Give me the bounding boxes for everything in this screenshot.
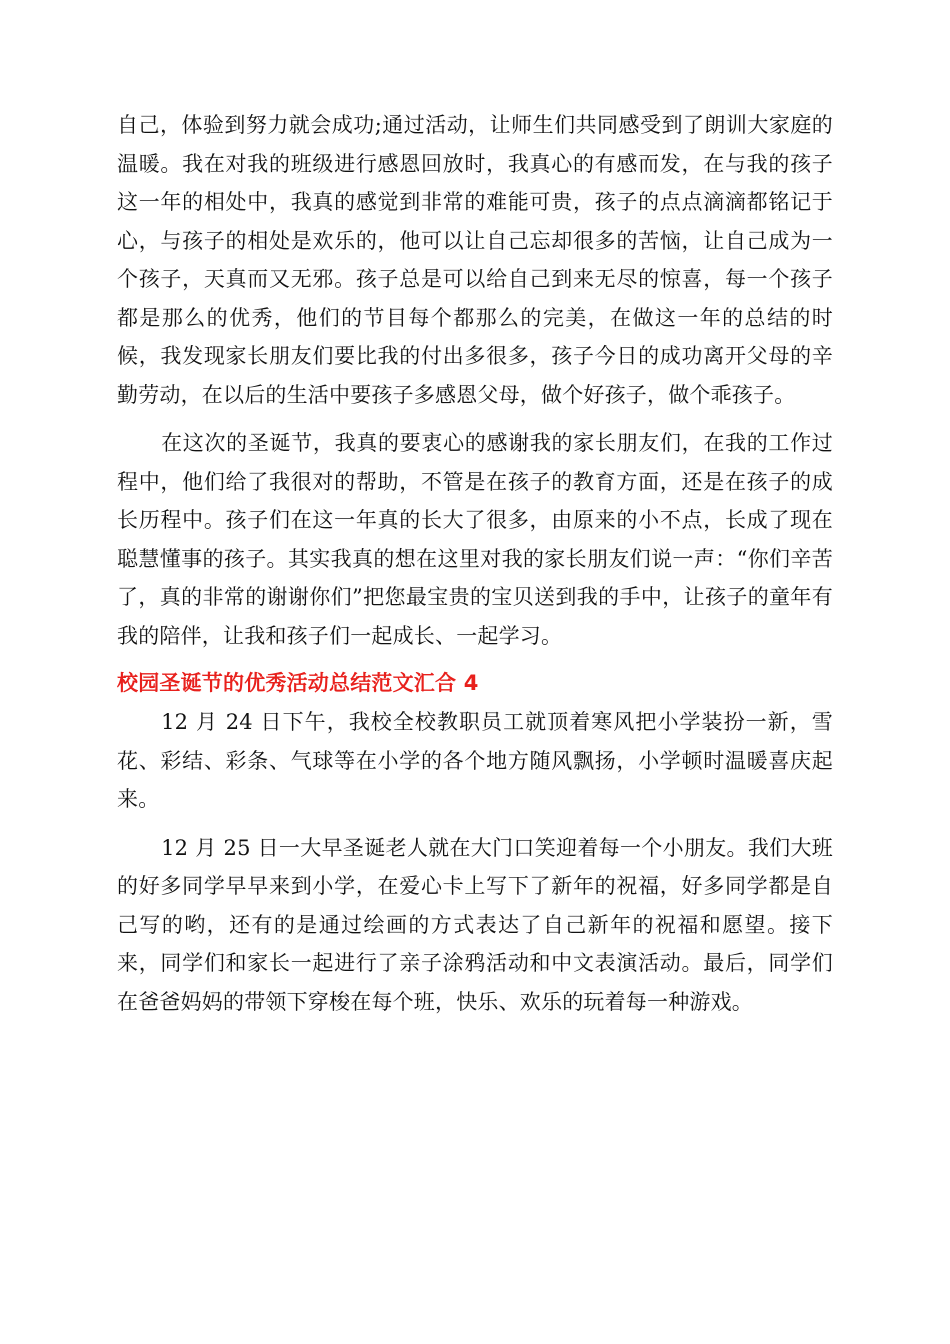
- paragraph-dec-25: 12 月 25 日一大早圣诞老人就在大门口笑迎着每一个小朋友。我们大班的好多同学早早来到小学，在爱心卡上写下了新年的祝福，好多同学都是自己写的哟，还有的是通过绘画的方式表达了自己新年的祝福和愿望。接下来，同学们和家长一起进行了亲子涂鸦活动和中文表演活动。最后，同学们在爸爸妈妈的带领下穿梭在每个班，快乐、欢乐的玩着每一种游戏。: [117, 835, 833, 1014]
- section-heading: 校园圣诞节的优秀活动总结范文汇合 4: [117, 671, 479, 695]
- paragraph-thanks-parents: 在这次的圣诞节，我真的要衷心的感谢我的家长朋友们，在我的工作过程中，他们给了我很对的帮助，不管是在孩子的教育方面，还是在孩子的成长历程中。孩子们在这一年真的长大了很多，由原来的小不点，长成了现在聪慧懂事的孩子。其实我真的想在这里对我的家长朋友们说一声：“你们辛苦了，真的非常的谢谢你们”把您最宝贵的宝贝送到我的手中，让孩子的童年有我的陪伴，让我和孩子们一起成长、一起学习。: [117, 431, 833, 648]
- paragraph-continued: 自己，体验到努力就会成功;通过活动，让师生们共同感受到了朗训大家庭的温暖。我在对我的班级进行感恩回放时，我真心的有感而发，在与我的孩子这一年的相处中，我真的感觉到非常的难能可贵，孩子的点点滴滴都铭记于心，与孩子的相处是欢乐的，他可以让自己忘却很多的苦恼，让自己成为一个孩子，天真而又无邪。孩子总是可以给自己到来无尽的惊喜，每一个孩子都是那么的优秀，他们的节目每个都那么的完美，在做这一年的总结的时候，我发现家长朋友们要比我的付出多很多，孩子今日的成功离开父母的辛勤劳动，在以后的生活中要孩子多感恩父母，做个好孩子，做个乖孩子。: [117, 113, 833, 407]
- paragraph-dec-24: 12 月 24 日下午，我校全校教职员工就顶着寒风把小学装扮一新，雪花、彩结、彩条、气球等在小学的各个地方随风飘扬，小学顿时温暖喜庆起来。: [117, 710, 833, 811]
- document-content: [117, 106, 833, 1021]
